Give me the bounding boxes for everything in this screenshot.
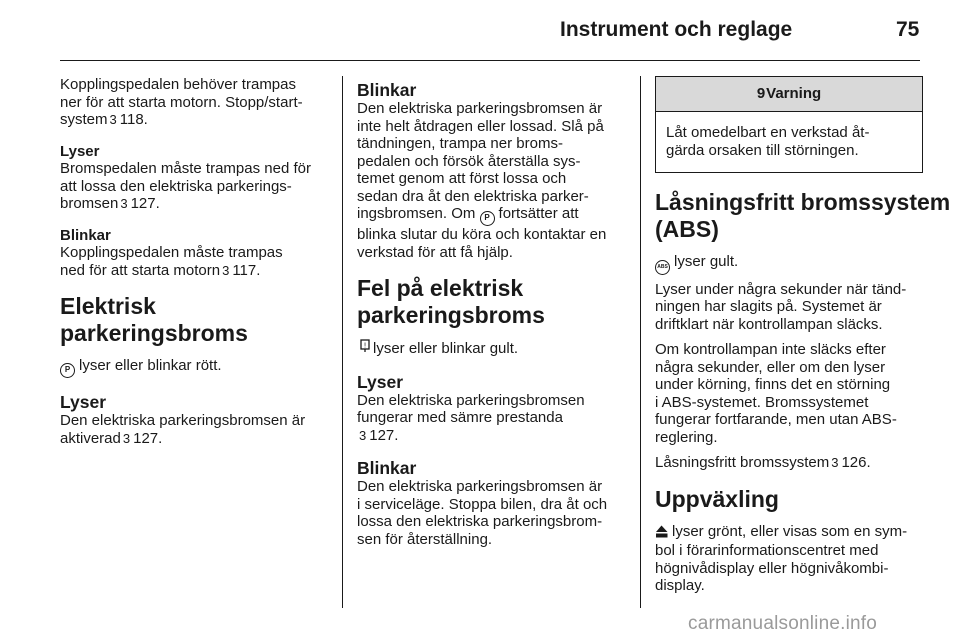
text-line: Den elektriska parkeringsbromsen är <box>60 412 306 429</box>
page-ref-arrow-icon: 3 <box>120 196 128 211</box>
lyser2-section <box>60 392 332 447</box>
text-line <box>60 195 332 213</box>
text-fragment: ned för att starta motorn <box>60 261 221 279</box>
page-ref: 127. <box>130 195 160 212</box>
text-line: högnivådisplay eller högnivåkombi- <box>655 559 889 577</box>
column-2 <box>357 80 627 562</box>
section-heading-shift: Uppväxling <box>655 485 779 512</box>
text-line: ningen har slagits på. Systemet är <box>655 298 882 315</box>
text-fragment: ingsbromsen. Om <box>357 205 476 222</box>
text-line: temet genom att först lossa och <box>357 170 567 187</box>
subheading-blinkar: Blinkar <box>357 80 417 100</box>
text-line: Den elektriska parkeringsbromsen är <box>357 100 603 117</box>
blinkar-section <box>357 80 627 261</box>
text-fragment: aktiverad <box>60 429 121 447</box>
text-line: att lossa den elektriska parkerings- <box>60 177 292 195</box>
heading-line: parkeringsbroms <box>357 302 545 328</box>
abs-paragraph-1 <box>655 281 923 334</box>
text-line: Den elektriska parkeringsbromsen <box>357 391 585 409</box>
text-fragment: lyser eller blinkar gult. <box>373 340 519 357</box>
text-fragment: system <box>60 111 108 128</box>
section-heading-fel <box>357 275 627 329</box>
text-line: gärda orsaken till störningen. <box>666 141 859 159</box>
text-line: i ABS-systemet. Bromssystemet <box>655 393 869 411</box>
page-ref: 126. <box>841 454 871 471</box>
subheading-lyser: Lyser <box>60 142 100 160</box>
page-header-title: Instrument och reglage <box>560 18 793 41</box>
text-line <box>60 111 332 129</box>
abs-paragraph-2 <box>655 341 923 446</box>
text-line: tändningen, trampa ner broms- <box>357 135 563 152</box>
text-line: display. <box>655 577 705 594</box>
heading-line: (ABS) <box>655 215 719 242</box>
text-line: Bromspedalen måste trampas ned för <box>60 160 311 177</box>
warning-title: Varning <box>766 85 822 102</box>
page-ref-arrow-icon: 3 <box>359 427 367 443</box>
text-fragment: fortsätter att <box>498 205 579 222</box>
column-1 <box>60 76 332 461</box>
column-divider-1 <box>342 76 343 608</box>
parking-brake-fault-icon <box>357 339 373 358</box>
text-line: fungerar med sämre prestanda <box>357 409 563 426</box>
shift-paragraph <box>655 523 923 595</box>
svg-text:!: ! <box>363 341 367 350</box>
header-divider <box>60 60 920 61</box>
watermark: carmanualsonline.info <box>688 613 878 634</box>
text-line: Den elektriska parkeringsbromsen är <box>357 478 603 495</box>
abs-intro <box>655 253 923 275</box>
text-fragment: lyser eller blinkar rött. <box>79 357 222 374</box>
shift-up-icon <box>655 525 668 538</box>
parking-brake-icon: P <box>480 211 495 226</box>
subheading-blinkar: Blinkar <box>357 458 417 478</box>
section-heading-epb: Elektrisk parkeringsbroms <box>60 293 248 346</box>
text-line: blinka slutar du köra och kontaktar en <box>357 226 607 243</box>
text-fragment: lyser grönt, eller visas som en sym- <box>672 522 908 540</box>
text-fragment: lyser gult. <box>674 252 739 270</box>
text-line: Låt omedelbart en verkstad åt- <box>666 123 870 141</box>
heading-line: Fel på elektrisk <box>357 275 524 301</box>
text-line: Kopplingspedalen behöver trampas <box>60 76 296 93</box>
text-line <box>655 523 923 543</box>
text-line <box>60 430 332 448</box>
abs-icon: ABS <box>655 260 670 275</box>
page-ref: 118. <box>119 111 148 128</box>
page-number: 75 <box>896 18 920 41</box>
text-line <box>357 427 627 445</box>
text-line: lossa den elektriska parkeringsbrom- <box>357 513 603 530</box>
parking-brake-icon: P <box>60 363 75 378</box>
text-fragment: bromsen <box>60 195 119 212</box>
text-line: ner för att starta motorn. Stopp/start- <box>60 93 303 111</box>
text-line: under körning, finns det en störning <box>655 376 891 393</box>
text-line: Kopplingspedalen måste trampas <box>60 244 283 261</box>
text-line: bol i förarinformationscentret med <box>655 542 879 559</box>
parking-brake-fault-icon <box>359 339 371 353</box>
page-ref: 127. <box>369 426 399 444</box>
page-ref: 127. <box>133 429 163 447</box>
subheading-lyser: Lyser <box>60 392 107 412</box>
text-line: Lyser under några sekunder när tänd- <box>655 280 907 298</box>
text-line: fungerar fortfarande, men utan ABS- <box>655 411 897 428</box>
text-line: sedan dra åt den elektriska parker- <box>357 187 589 205</box>
shift-up-icon <box>655 525 669 543</box>
column-divider-2 <box>640 76 641 608</box>
text-line <box>60 262 332 280</box>
epb-intro <box>60 357 332 378</box>
page-ref-arrow-icon: 3 <box>122 430 131 446</box>
warning-body <box>656 112 922 172</box>
abs-paragraph-3 <box>655 454 923 472</box>
page-ref-arrow-icon: 3 <box>831 455 839 470</box>
warning-box <box>655 76 923 173</box>
subheading-blinkar: Blinkar <box>60 226 111 244</box>
text-line: några sekunder, eller om den lyser <box>655 358 886 376</box>
warning-header <box>656 77 922 112</box>
text-line: driftklart när kontrollampan släcks. <box>655 315 883 333</box>
text-line: inte helt åtdragen eller lossad. Slå på <box>357 117 604 135</box>
page-ref-arrow-icon: 3 <box>109 112 117 127</box>
column-3 <box>655 76 951 609</box>
text-line: reglering. <box>655 428 718 446</box>
lyser-section <box>60 143 332 213</box>
text-line: pedalen och försök återställa sys- <box>357 152 581 170</box>
text-line: Om kontrollampan inte släcks efter <box>655 341 886 358</box>
text-line <box>357 205 627 226</box>
text-line: verkstad för att få hjälp. <box>357 243 513 261</box>
text-line: i serviceläge. Stoppa bilen, dra åt och <box>357 495 608 513</box>
subheading-lyser: Lyser <box>357 371 404 392</box>
warning-triangle-icon: 9 <box>756 85 766 102</box>
section-heading-abs <box>655 188 951 243</box>
lyser-section <box>357 372 627 445</box>
heading-line: Låsningsfritt bromssystem <box>655 188 951 215</box>
page-ref: 117. <box>232 261 261 279</box>
intro-paragraph <box>60 76 332 129</box>
text-line: sen för återställning. <box>357 530 493 548</box>
blinkar-section <box>60 227 332 280</box>
text-fragment: Låsningsfritt bromssystem <box>655 454 830 471</box>
page-ref-arrow-icon: 3 <box>222 262 230 278</box>
blinkar2-section <box>357 458 627 548</box>
fel-intro <box>357 339 627 358</box>
